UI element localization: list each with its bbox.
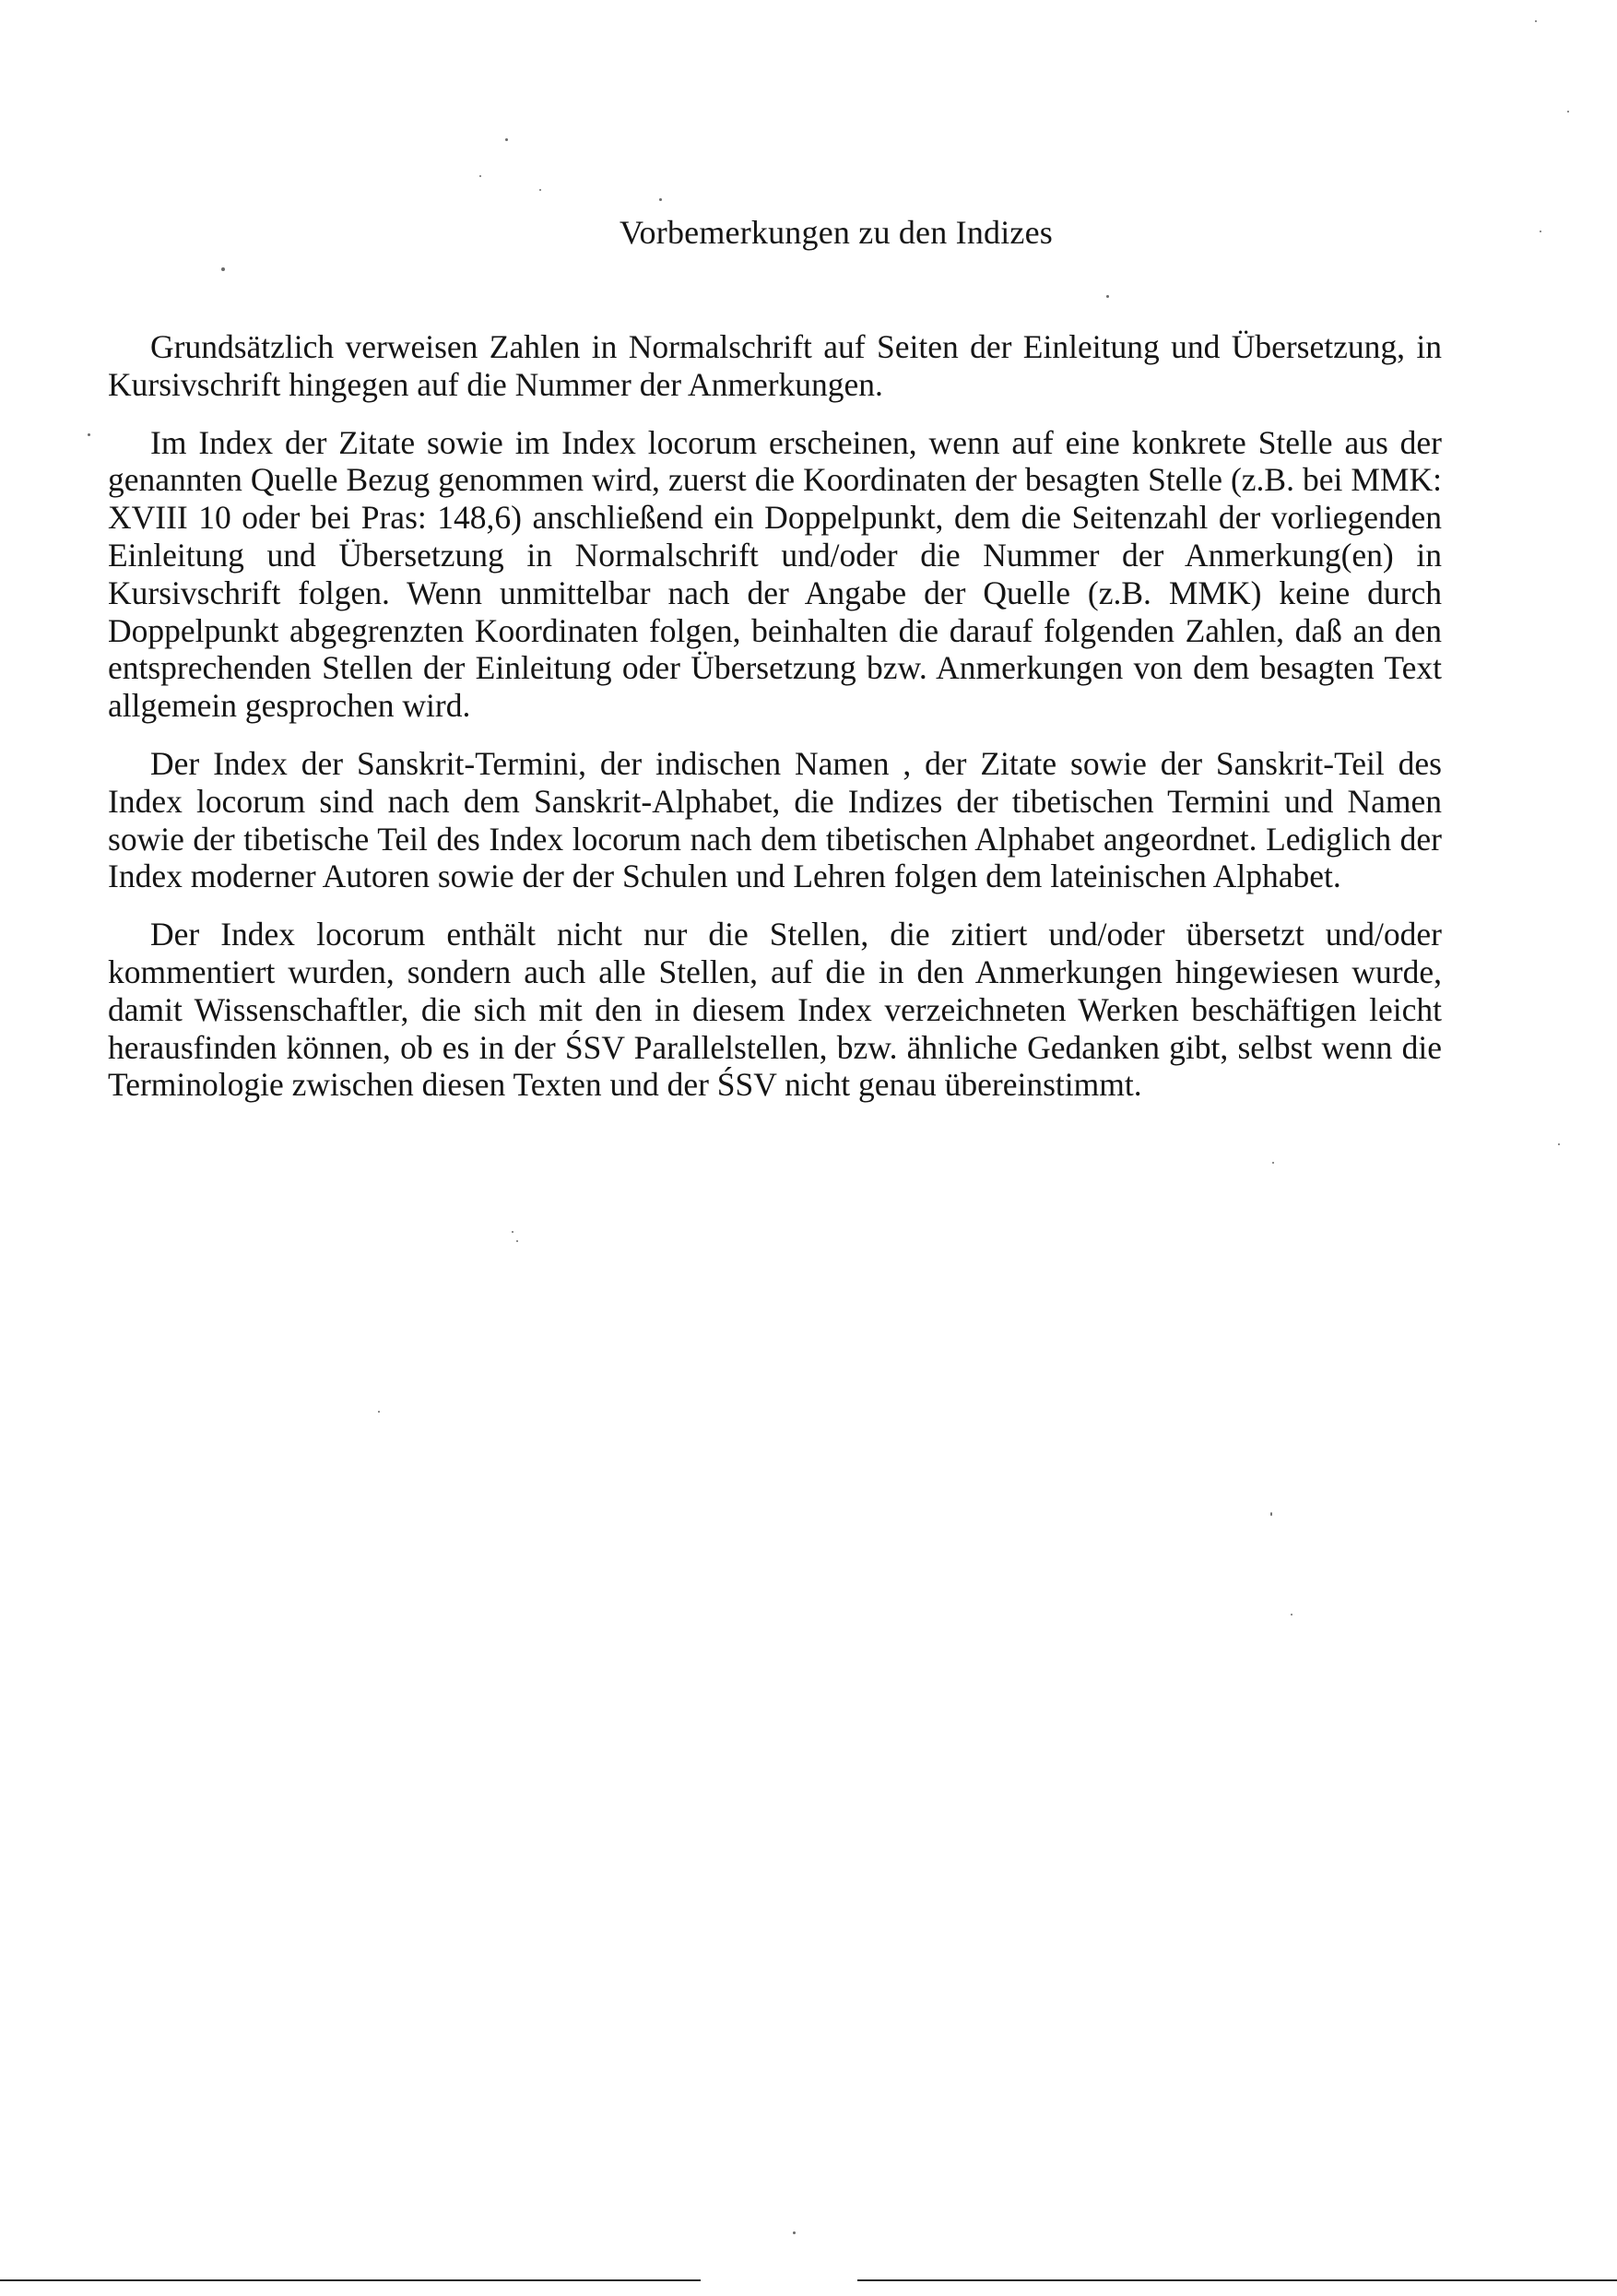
scan-speck	[659, 198, 662, 201]
scan-edge-line	[857, 2279, 1617, 2281]
scan-speck	[539, 189, 541, 191]
scan-speck	[479, 175, 481, 177]
scan-speck	[1558, 1143, 1560, 1145]
scan-speck	[1540, 231, 1541, 232]
scan-speck	[1291, 1614, 1292, 1615]
scan-speck	[1106, 295, 1109, 298]
scan-speck	[512, 1231, 513, 1233]
paragraph-1: Grundsätzlich verweisen Zahlen in Normalschrift auf Seiten der Einleitung und Übersetzung, in Kursivschrift hingegen auf die Nummer der Anmerkungen.	[108, 328, 1442, 403]
paragraph-2: Im Index der Zitate sowie im Index locorum erscheinen, wenn auf eine konkrete Stelle aus der genannten Quelle Bezug genommen wird, zuerst die Koordinaten der besagten Stelle (z.B. bei MMK: XVIII 10 oder bei Pras: 148,6) anschließend ein Doppelpunkt, dem die Seitenzahl der vorliegenden Einleitung und Übersetzung in Normalschrift und/oder die Nummer der Anmerkung(en) in Kursivschrift folgen. Wenn unmittelbar nach der Angabe der Quelle (z.B. MMK) keine durch Doppelpunkt abgegrenzten Koordinaten folgen, beinhalten die darauf folgenden Zahlen, daß an den entsprechenden Stellen der Einleitung oder Übersetzung bzw. Anmerkungen von dem besagten Text allgemein gesprochen wird.	[108, 423, 1442, 725]
scan-speck	[505, 138, 508, 141]
scan-speck	[1535, 20, 1537, 22]
paragraph-3: Der Index der Sanskrit-Termini, der indischen Namen , der Zitate sowie der Sanskrit-Teil des Index locorum sind nach dem Sanskrit-Alphabet, die Indizes der tibetischen Termini und Namen sowie der tibetische Teil des Index locorum nach dem tibetischen Alphabet angeordnet. Lediglich der Index moderner Autoren sowie der der Schulen und Lehren folgen dem lateinischen Alphabet.	[108, 744, 1442, 895]
scan-speck	[1567, 111, 1569, 112]
paragraph-4: Der Index locorum enthält nicht nur die Stellen, die zitiert und/oder übersetzt und/oder kommentiert wurden, sondern auch alle Stellen, auf die in den Anmerkungen hingewiesen wurde, damit Wissenschaftler, die sich mit den in diesem Index verzeichneten Werken beschäftigen leicht herausfinden können, ob es in der ŚSV Parallelstellen, bzw. ähnliche Gedanken gibt, selbst wenn die Terminologie zwischen diesen Texten und der ŚSV nicht genau übereinstimmt.	[108, 916, 1442, 1104]
scan-speck	[378, 1411, 380, 1413]
scan-speck	[1272, 1162, 1274, 1164]
scan-speck	[1270, 1512, 1272, 1516]
scan-speck	[88, 433, 90, 436]
scan-speck	[793, 2231, 796, 2234]
scan-speck	[516, 1240, 518, 1242]
scan-speck	[221, 267, 225, 271]
page-title: Vorbemerkungen zu den Indizes	[620, 214, 1053, 251]
scan-edge-line	[0, 2279, 701, 2281]
body-text	[108, 328, 1442, 1104]
